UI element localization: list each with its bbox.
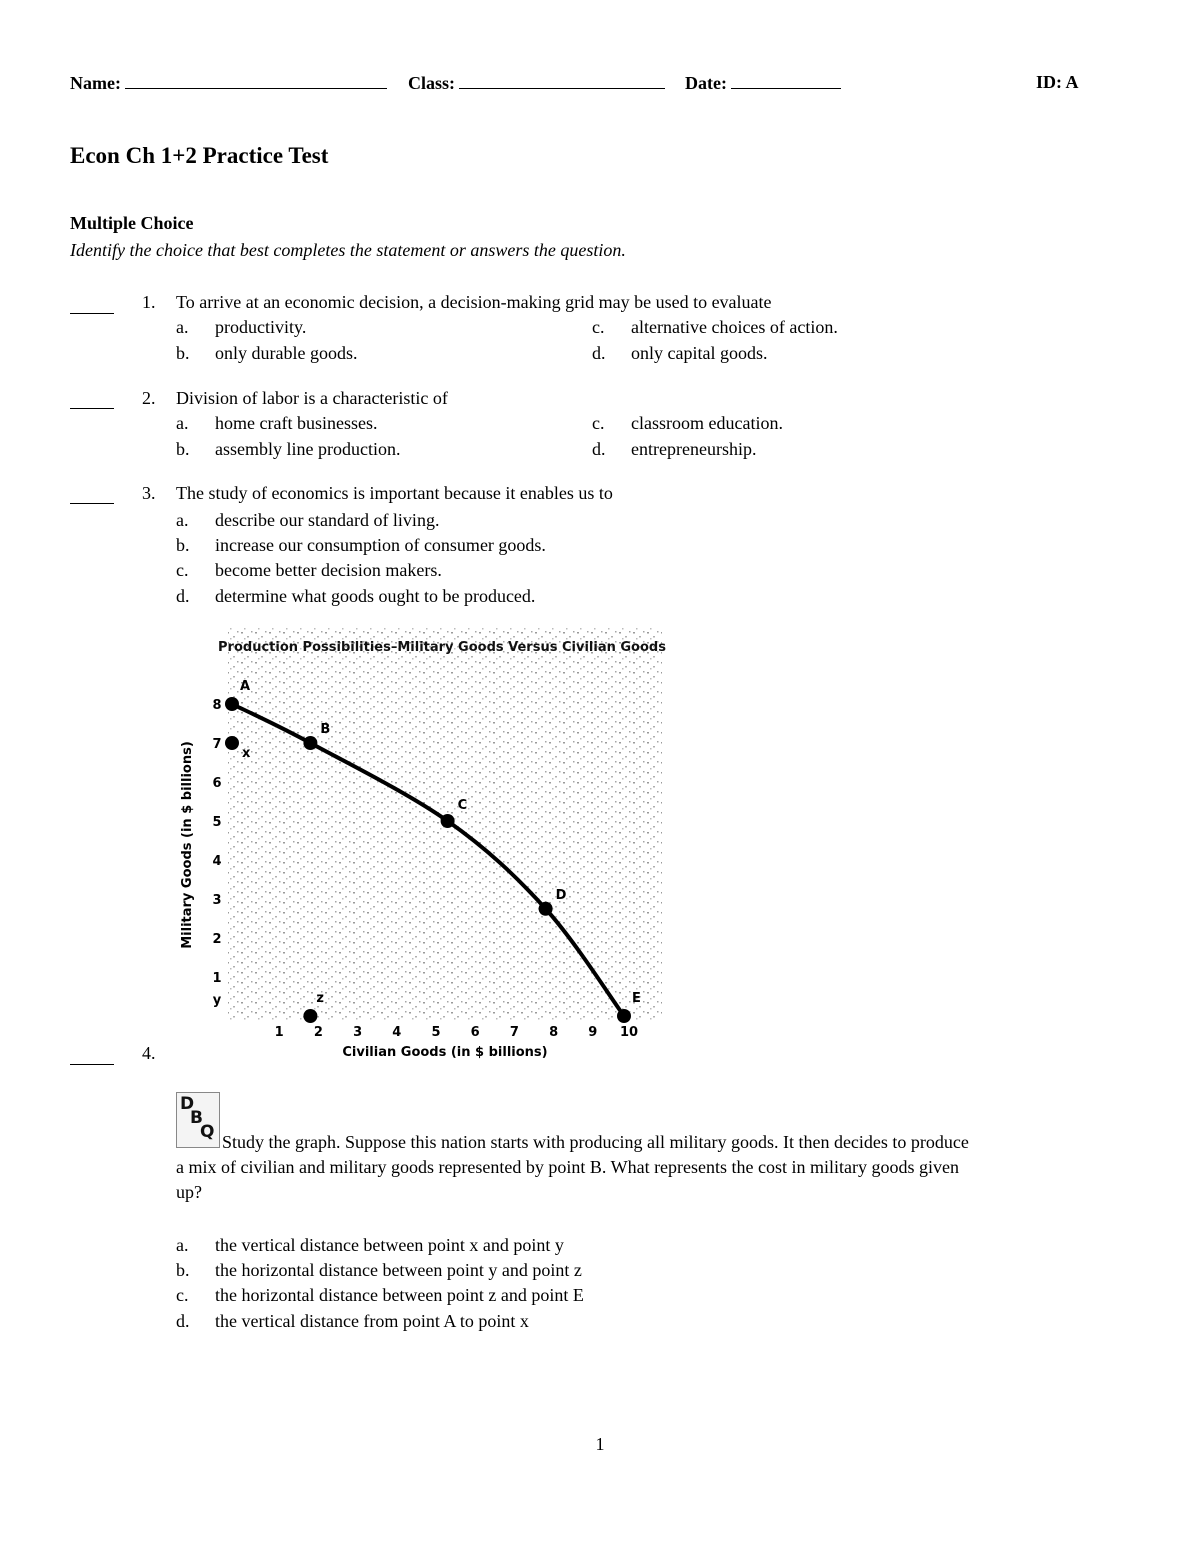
option-letter: a.	[176, 413, 189, 433]
x-tick-label: 2	[313, 1025, 323, 1040]
point-x	[225, 736, 239, 750]
section-heading: Multiple Choice	[70, 213, 194, 233]
option-letter: d.	[592, 439, 606, 459]
x-tick-label: 9	[588, 1025, 598, 1040]
y-tick-label: 4	[212, 854, 222, 869]
option-letter: d.	[176, 586, 190, 606]
point-label-x: x	[242, 746, 251, 761]
answer-blank-1[interactable]	[70, 313, 114, 314]
class-blank[interactable]	[459, 72, 665, 89]
y-tick-label: 5	[212, 815, 222, 830]
section-instructions: Identify the choice that best completes the statement or answers the question.	[70, 240, 626, 260]
name-blank[interactable]	[125, 72, 387, 89]
page-number: 1	[595, 1434, 605, 1454]
point-a	[225, 697, 239, 711]
point-z	[303, 1009, 317, 1023]
x-tick-label: 1	[274, 1025, 284, 1040]
option-letter: c.	[592, 413, 605, 433]
point-label-a: A	[240, 679, 251, 694]
point-d	[539, 902, 553, 916]
option-letter: a.	[176, 510, 189, 530]
y-tick-label: 2	[212, 932, 222, 947]
date-blank[interactable]	[731, 72, 841, 89]
point-label-c: C	[457, 798, 468, 813]
option-text[interactable]: only capital goods.	[631, 343, 768, 363]
dbq-icon	[176, 1092, 220, 1148]
point-b	[303, 736, 317, 750]
question-number: 4.	[142, 1043, 156, 1063]
id-label: ID:	[1036, 72, 1062, 92]
y-tick-label: 3	[212, 893, 222, 908]
option-letter: d.	[592, 343, 606, 363]
option-text[interactable]: the vertical distance from point A to point x	[215, 1311, 529, 1331]
x-axis-label: Civilian Goods (in $ billions)	[342, 1045, 548, 1060]
id-value: A	[1065, 72, 1079, 92]
option-letter: b.	[176, 535, 190, 555]
x-tick-label: 5	[431, 1025, 441, 1040]
question-text: To arrive at an economic decision, a decision-making grid may be used to evaluate	[176, 292, 772, 312]
date-field[interactable]	[685, 72, 841, 94]
chart-title: Production Possibilities–Military Goods Versus Civilian Goods	[218, 640, 666, 655]
option-letter: b.	[176, 1260, 190, 1280]
option-text[interactable]: classroom education.	[631, 413, 783, 433]
option-letter: c.	[176, 560, 189, 580]
option-text[interactable]: entrepreneurship.	[631, 439, 757, 459]
x-tick-label: 3	[353, 1025, 363, 1040]
option-letter: a.	[176, 1235, 189, 1255]
y-tick-label: 1	[212, 971, 222, 986]
option-text[interactable]: the horizontal distance between point z and point E	[215, 1285, 584, 1305]
class-label: Class:	[408, 73, 456, 93]
answer-blank-4[interactable]	[70, 1064, 114, 1065]
x-tick-label: 10	[619, 1025, 639, 1040]
option-text[interactable]: assembly line production.	[215, 439, 401, 459]
option-text[interactable]: determine what goods ought to be produced.	[215, 586, 536, 606]
question-text-line1: Study the graph. Suppose this nation starts with producing all military goods. It then decides to produce	[222, 1132, 969, 1152]
option-text[interactable]: increase our consumption of consumer goods.	[215, 535, 546, 555]
y-tick-label: 8	[212, 698, 222, 713]
x-tick-label: 6	[470, 1025, 480, 1040]
question-text-line3: up?	[176, 1182, 202, 1202]
point-e	[617, 1009, 631, 1023]
question-text: Division of labor is a characteristic of	[176, 388, 448, 408]
point-c	[441, 814, 455, 828]
y-tick-label: 7	[212, 737, 222, 752]
ppf-chart	[170, 620, 680, 1065]
option-letter: c.	[592, 317, 605, 337]
option-letter: c.	[176, 1285, 189, 1305]
question-number: 2.	[142, 388, 156, 408]
option-letter: b.	[176, 439, 190, 459]
option-text[interactable]: productivity.	[215, 317, 307, 337]
name-label: Name:	[70, 73, 121, 93]
option-text[interactable]: alternative choices of action.	[631, 317, 838, 337]
option-letter: b.	[176, 343, 190, 363]
dbq-letter-b: B	[190, 1108, 203, 1128]
option-text[interactable]: describe our standard of living.	[215, 510, 440, 530]
id-field	[1036, 72, 1079, 93]
y-axis-label: Military Goods (in $ billions)	[180, 741, 195, 949]
point-label-y: y	[212, 993, 222, 1008]
option-text[interactable]: the vertical distance between point x and point y	[215, 1235, 564, 1255]
x-tick-label: 4	[392, 1025, 402, 1040]
y-tick-label: 6	[212, 776, 222, 791]
page-title: Econ Ch 1+2 Practice Test	[70, 143, 329, 168]
option-letter: a.	[176, 317, 189, 337]
x-tick-label: 8	[549, 1025, 559, 1040]
answer-blank-3[interactable]	[70, 503, 114, 504]
date-label: Date:	[685, 73, 727, 93]
question-text: The study of economics is important because it enables us to	[176, 483, 613, 503]
point-label-z: z	[316, 991, 324, 1006]
question-number: 3.	[142, 483, 156, 503]
class-field[interactable]	[408, 72, 665, 94]
question-text-line2: a mix of civilian and military goods represented by point B. What represents the cost in military goods given	[176, 1157, 959, 1177]
point-label-e: E	[632, 991, 641, 1006]
option-letter: d.	[176, 1311, 190, 1331]
question-number: 1.	[142, 292, 156, 312]
x-tick-label: 7	[509, 1025, 519, 1040]
option-text[interactable]: become better decision makers.	[215, 560, 442, 580]
dbq-letter-d: D	[180, 1094, 195, 1114]
option-text[interactable]: the horizontal distance between point y and point z	[215, 1260, 582, 1280]
dbq-letter-q: Q	[200, 1122, 215, 1142]
option-text[interactable]: home craft businesses.	[215, 413, 378, 433]
answer-blank-2[interactable]	[70, 408, 114, 409]
name-field[interactable]	[70, 72, 387, 94]
point-label-b: B	[320, 722, 331, 737]
point-label-d: D	[555, 887, 567, 903]
option-text[interactable]: only durable goods.	[215, 343, 358, 363]
